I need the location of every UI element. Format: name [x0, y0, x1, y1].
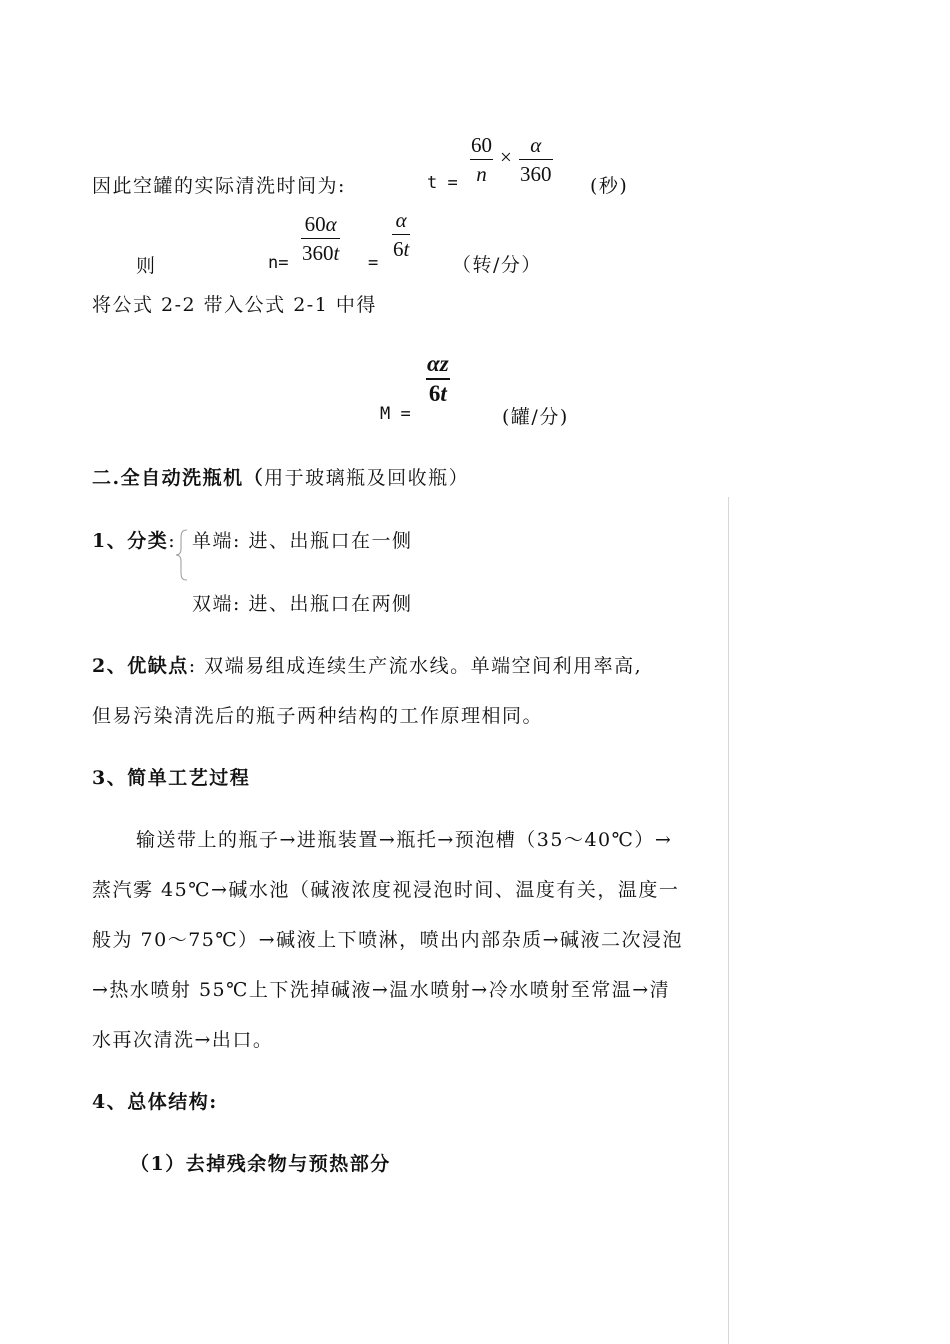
fraction-denominator: 6t	[428, 381, 447, 406]
fraction-denominator: n	[476, 162, 487, 186]
formula3-lhs: M =	[380, 404, 411, 424]
process-line: →热水喷射 55℃上下洗掉碱液→温水喷射→冷水喷射至常温→清	[92, 979, 671, 1001]
fraction-numerator: 60	[471, 133, 492, 157]
substitute-text: 将公式 2-2 带入公式 2-1 中得	[92, 294, 377, 316]
formula3-unit: (罐/分)	[502, 406, 569, 428]
fraction-bar	[519, 159, 553, 160]
formula1-fraction-1	[470, 133, 493, 186]
fraction-numerator: α	[395, 208, 407, 232]
fraction-denominator: 360t	[302, 241, 340, 265]
fraction-bar	[426, 378, 450, 380]
classification-heading: 1、分类:	[92, 530, 177, 552]
structure-subheading: （1）去掉残余物与预热部分	[130, 1153, 391, 1175]
fraction-bar	[301, 238, 340, 239]
formula1-fraction-2	[519, 133, 553, 186]
formula2-fraction-2	[392, 208, 410, 261]
process-line: 蒸汽雾 45℃→碱水池（碱液浓度视浸泡时间、温度有关，温度一	[92, 879, 680, 901]
classification-double: 双端: 进、出瓶口在两侧	[192, 593, 413, 615]
fraction-bar	[470, 159, 493, 160]
fraction-numerator: α	[530, 133, 542, 157]
formula3-fraction	[426, 352, 450, 406]
pros-cons-line-1: 2、优缺点: 双端易组成连续生产流水线。单端空间利用率高,	[92, 655, 643, 677]
formula2-label: 则	[136, 255, 157, 277]
formula1-label: 因此空罐的实际清洗时间为:	[92, 175, 346, 197]
fraction-bar	[392, 234, 410, 235]
section2-heading: 二.全自动洗瓶机（用于玻璃瓶及回收瓶）	[92, 467, 470, 489]
brace-icon	[174, 528, 188, 582]
formula2-fraction-1	[301, 212, 340, 265]
structure-heading: 4、总体结构:	[92, 1091, 218, 1113]
fraction-numerator: 60α	[304, 212, 337, 236]
fraction-denominator: 360	[520, 162, 552, 186]
times-symbol: ×	[500, 145, 512, 169]
classification-single: 单端: 进、出瓶口在一侧	[192, 530, 413, 552]
process-line: 般为 70～75℃）→碱液上下喷淋，喷出内部杂质→碱液二次浸泡	[92, 929, 683, 951]
formula1-lhs: t =	[427, 173, 458, 193]
formula1-unit: (秒)	[590, 175, 629, 197]
formula2-equals: =	[368, 253, 379, 273]
fraction-denominator: 6t	[393, 237, 410, 261]
fraction-numerator: αz	[427, 351, 449, 376]
process-heading: 3、简单工艺过程	[92, 767, 251, 789]
formula2-lhs: n=	[268, 253, 289, 273]
pros-cons-line-2: 但易污染清洗后的瓶子两种结构的工作原理相同。	[92, 705, 544, 727]
process-line: 水再次清洗→出口。	[92, 1029, 274, 1051]
margin-divider-line	[728, 497, 729, 1344]
formula2-unit: （转/分）	[452, 254, 542, 276]
process-line: 输送带上的瓶子→进瓶装置→瓶托→预泡槽（35～40℃）→	[136, 829, 673, 851]
